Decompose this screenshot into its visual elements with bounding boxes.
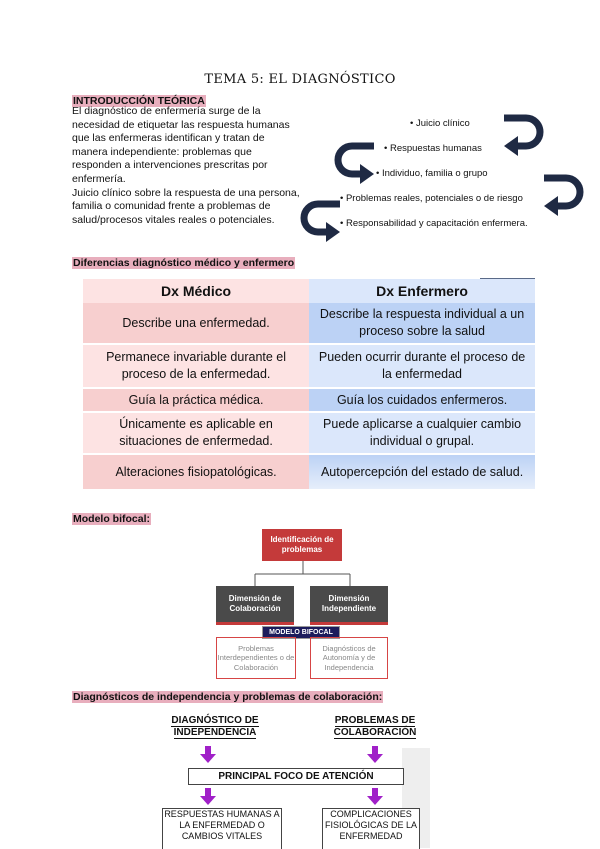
cell-medico: Describe una enfermedad. xyxy=(83,303,309,344)
flow-heading: Diagnósticos de independencia y problemas de colaboración: xyxy=(73,691,383,703)
table-row xyxy=(83,303,535,344)
cell-enfermero: Autopercepción del estado de salud. xyxy=(309,454,535,489)
cell-enfermero: Pueden ocurrir durante el proceso de la enfermedad xyxy=(309,344,535,388)
table-row xyxy=(83,454,535,489)
differences-heading: Diferencias diagnóstico médico y enfermero xyxy=(73,257,295,269)
bifocal-top-box: Identificación de problemas xyxy=(262,529,342,561)
flow-right-title: PROBLEMAS DE COLABORACIÓN xyxy=(333,715,417,738)
table-row xyxy=(83,344,535,388)
curved-arrow-icon xyxy=(498,110,548,160)
column-header-enfermero: Dx Enfermero xyxy=(309,279,535,303)
bifocal-left-box: Dimensión de Colaboración xyxy=(216,586,294,625)
down-arrow-icon xyxy=(367,746,383,764)
differences-table xyxy=(83,279,535,489)
cell-enfermero: Describe la respuesta individual a un proceso sobre la salud xyxy=(309,303,535,344)
table-header-row xyxy=(83,279,535,303)
cell-medico: Permanece invariable durante el proceso de la enfermedad. xyxy=(83,344,309,388)
cell-medico: Alteraciones fisiopatológicas. xyxy=(83,454,309,489)
cell-enfermero: Puede aplicarse a cualquier cambio individual o grupal. xyxy=(309,412,535,454)
cell-enfermero: Guía los cuidados enfermeros. xyxy=(309,388,535,412)
bullet-item: • Responsabilidad y capacitación enfermera. xyxy=(340,218,528,229)
intro-paragraph-2: Juicio clínico sobre la respuesta de una persona, familia o comunidad frente a problemas de salud/procesos vitales reales o potenciales. xyxy=(72,186,300,226)
page-title: TEMA 5: EL DIAGNÓSTICO xyxy=(204,72,396,87)
cell-medico: Únicamente es aplicable en situaciones de enfermedad. xyxy=(83,412,309,454)
bullet-item: • Respuestas humanas xyxy=(384,143,482,154)
flow-focus-box: PRINCIPAL FOCO DE ATENCIÓN xyxy=(188,768,404,785)
bullet-item: • Problemas reales, potenciales o de riesgo xyxy=(340,193,523,204)
curved-arrow-icon xyxy=(330,138,380,188)
curved-arrow-icon xyxy=(296,196,346,246)
table-row xyxy=(83,388,535,412)
cell-medico: Guía la práctica médica. xyxy=(83,388,309,412)
intro-paragraph-1: El diagnóstico de enfermería surge de la necesidad de etiquetar las respuesta humanas que las enfermeras identifican y tratan de manera independiente: problemas que responden a intervenciones prescritas por enfermería. xyxy=(72,105,290,185)
down-arrow-icon xyxy=(367,788,383,806)
bifocal-heading: Modelo bifocal: xyxy=(73,513,150,525)
bifocal-out-left: Problemas Interdependientes o de Colaboración xyxy=(216,637,296,679)
intro-text xyxy=(72,105,300,227)
flow-left-title: DIAGNÓSTICO DE INDEPENDENCIA xyxy=(171,715,259,738)
column-header-medico: Dx Médico xyxy=(83,279,309,303)
table-row xyxy=(83,412,535,454)
curved-arrow-icon xyxy=(540,170,590,220)
down-arrow-icon xyxy=(200,746,216,764)
bifocal-out-right: Diagnósticos de Autonomía y de Independencia xyxy=(310,637,388,679)
bullet-item: • Juicio clínico xyxy=(410,118,470,129)
down-arrow-icon xyxy=(200,788,216,806)
bifocal-right-box: Dimensión Independiente xyxy=(310,586,388,625)
bullet-item: • Individuo, familia o grupo xyxy=(376,168,488,179)
intro-heading: INTRODUCCIÓN TEÓRICA xyxy=(73,95,205,107)
flow-left-box: RESPUESTAS HUMANAS A LA ENFERMEDAD O CAMBIOS VITALES xyxy=(162,808,282,849)
flow-right-box: COMPLICACIONES FISIOLÓGICAS DE LA ENFERMEDAD xyxy=(322,808,420,849)
bifocal-band: MODELO BIFOCAL xyxy=(262,626,340,639)
